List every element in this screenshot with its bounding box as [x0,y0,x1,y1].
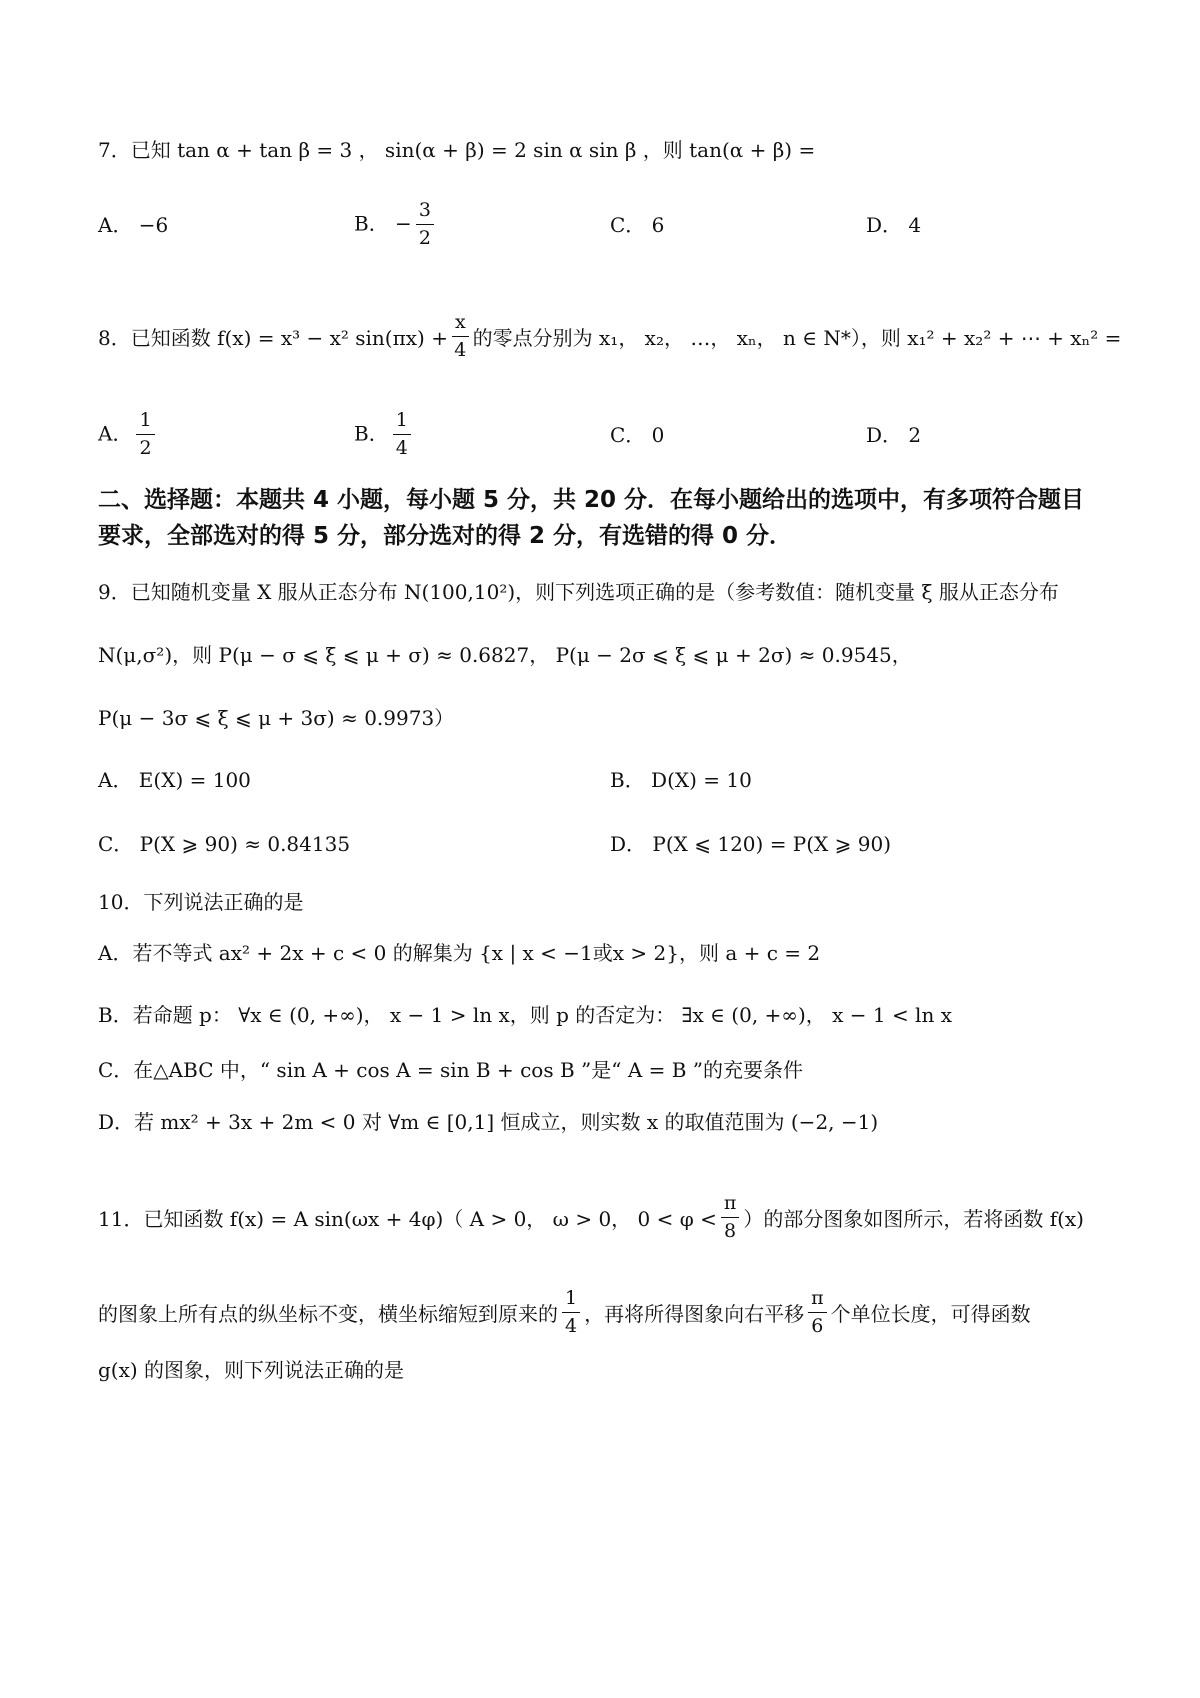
q11-line-1-pre: 11．已知函数 f(x) = A sin(ωx + 4φ)（ A > 0， ω > 0， 0 < φ < [98,1206,717,1231]
q8-option-a-fraction [136,410,154,460]
q11-line-2 [98,1288,1031,1338]
q8-stem-fraction [452,312,469,362]
q11-line-3: g(x) 的图象，则下列说法正确的是 [98,1358,405,1382]
q11-line-1-post: ）的部分图象如图所示，若将函数 f(x) [743,1206,1084,1231]
q11-line-2-mid: ，再将所得图象向右平移 [584,1301,805,1326]
q7-option-b-fraction [416,200,434,250]
q7-stem: 7．已知 tan α + tan β = 3 ， sin(α + β) = 2 sin α sin β ，则 tan(α + β) = [98,138,816,162]
q10-option-b: B．若命题 p： ∀x ∈ (0, +∞)， x − 1 > ln x，则 p 的否定为： ∃x ∈ (0, +∞)， x − 1 < ln x [98,1003,952,1027]
q11-line-2-fraction-2 [808,1288,827,1338]
q7-option-b [354,200,438,250]
q11-line-1 [98,1193,1084,1243]
section-2-heading [98,483,1118,554]
section-2-line-2: 要求，全部选对的得 5 分，部分选对的得 2 分，有选错的得 0 分． [98,522,793,549]
q8-option-c: C． 0 [610,423,665,447]
q11-line-1-num: π [721,1193,740,1218]
q8-option-d: D． 2 [866,423,922,447]
q7-option-b-prefix: B． − [354,211,412,236]
q8-option-a-num: 1 [136,410,154,435]
q9-line-1: 9．已知随机变量 X 服从正态分布 N(100,10²)，则下列选项正确的是（参考数值：随机变量 ξ 服从正态分布 [98,580,1059,604]
q11-line-2-pre: 的图象上所有点的纵坐标不变，横坐标缩短到原来的 [98,1301,558,1326]
q8-option-a-den: 2 [139,436,152,459]
q11-line-2-den-1: 4 [565,1314,578,1337]
q9-option-c: C． P(X ⩾ 90) ≈ 0.84135 [98,832,351,856]
q11-line-2-num-2: π [808,1288,827,1313]
q8-option-b-den: 4 [395,436,408,459]
q9-line-2: N(μ,σ²)，则 P(μ − σ ⩽ ξ ⩽ μ + σ) ≈ 0.6827， P(μ − 2σ ⩽ ξ ⩽ μ + 2σ) ≈ 0.9545， [98,643,912,667]
q11-line-2-den-2: 6 [811,1314,824,1337]
q10-option-d: D．若 mx² + 3x + 2m < 0 对 ∀m ∈ [0,1] 恒成立，则实数 x 的取值范围为 (−2, −1) [98,1110,879,1134]
q8-option-a [98,410,159,460]
q7-option-b-num: 3 [416,200,434,225]
q9-option-a: A． E(X) = 100 [98,768,251,792]
q9-option-d: D． P(X ⩽ 120) = P(X ⩾ 90) [610,832,892,856]
q8-option-b-prefix: B． [354,421,389,446]
q10-option-c: C．在△ABC 中，“ sin A + cos A = sin B + cos B ”是“ A = B ”的充要条件 [98,1058,804,1082]
q8-frac-num: x [452,312,469,337]
q11-line-1-den: 8 [724,1219,737,1242]
q11-line-2-num-1: 1 [562,1288,580,1313]
q7-option-c: C． 6 [610,213,665,237]
section-2-line-1: 二、选择题：本题共 4 小题，每小题 5 分，共 20 分．在每小题给出的选项中，有多项符合题目 [98,487,1085,513]
q8-stem-post: 的零点分别为 x₁， x₂， …， xₙ， n ∈ N*），则 x₁² + x₂² + ⋯ + xₙ² = [472,325,1122,350]
q8-option-b-fraction [393,410,411,460]
q9-line-3: P(μ − 3σ ⩽ ξ ⩽ μ + 3σ) ≈ 0.9973） [98,706,455,730]
q7-option-b-den: 2 [418,226,431,249]
q11-line-2-post: 个单位长度，可得函数 [830,1301,1031,1326]
q8-frac-den: 4 [454,338,467,361]
q8-option-b [354,410,415,460]
q11-line-1-fraction [721,1193,740,1243]
q10-option-a: A．若不等式 ax² + 2x + c < 0 的解集为 {x | x < −1或x > 2}，则 a + c = 2 [98,941,821,965]
q9-option-b: B． D(X) = 10 [610,768,752,792]
q8-stem-pre: 8．已知函数 f(x) = x³ − x² sin(πx) + [98,325,448,350]
q8-stem [98,312,1121,362]
q10-stem: 10．下列说法正确的是 [98,890,304,914]
q7-option-a: A． −6 [98,213,169,237]
q8-option-a-prefix: A． [98,421,133,446]
q8-option-b-num: 1 [393,410,411,435]
q11-line-2-fraction-1 [562,1288,580,1338]
q7-option-d: D． 4 [866,213,922,237]
